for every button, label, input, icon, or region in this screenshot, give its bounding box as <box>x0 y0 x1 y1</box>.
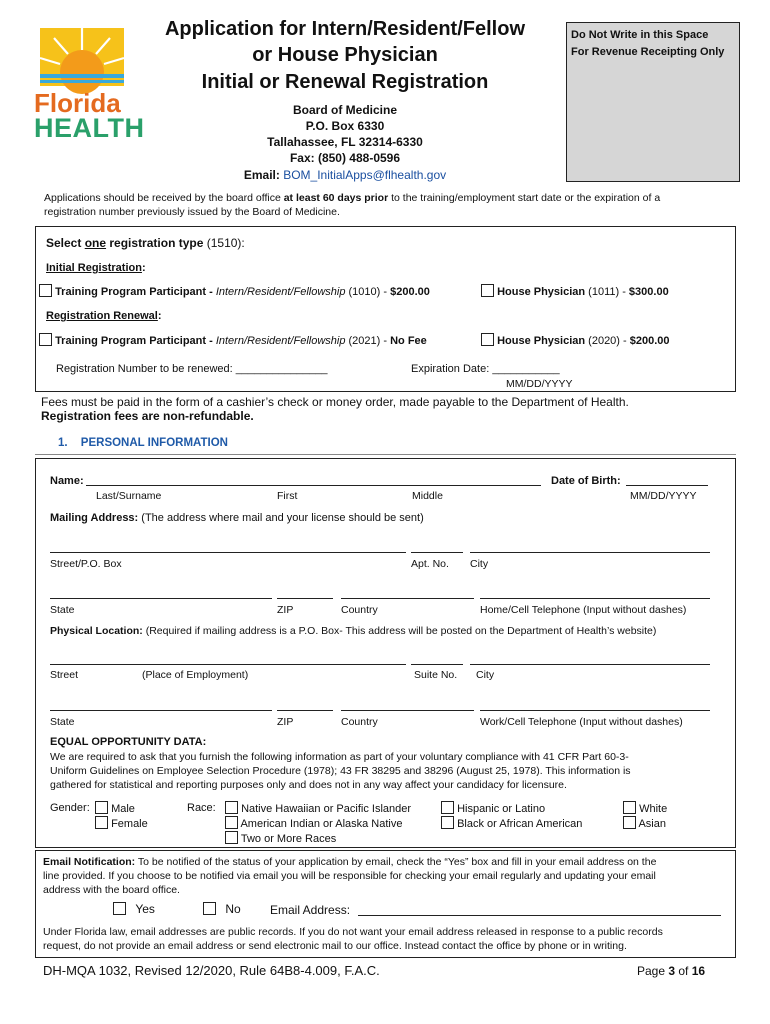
page-total: 16 <box>691 964 706 978</box>
city-caption: City <box>470 558 489 570</box>
logo-word-health: HEALTH <box>34 113 145 143</box>
street-caption: Street <box>50 669 79 681</box>
section-1-heading <box>58 437 228 449</box>
section-1-rule <box>35 454 736 455</box>
male-checkbox[interactable] <box>95 801 108 814</box>
option-house-initial[interactable] <box>481 284 669 298</box>
intro-part-1: Applications should be received by the board office <box>44 192 284 204</box>
place-caption: (Place of Employment) <box>142 669 249 681</box>
email-address-line[interactable] <box>358 915 721 916</box>
initial-heading-text: Initial Registration <box>46 262 142 274</box>
state-2-caption: State <box>50 716 75 728</box>
email-yes-checkbox[interactable] <box>113 902 126 915</box>
race-option-white[interactable] <box>623 801 667 815</box>
opt3-code: (2021) - <box>345 335 391 347</box>
title-line-2: or House Physician <box>252 44 438 66</box>
gender-label: Gender: <box>50 802 90 814</box>
state-caption: State <box>50 604 75 616</box>
email-no-option[interactable] <box>203 902 241 916</box>
country-caption: Country <box>341 604 378 616</box>
expiration-date-format: MM/DD/YYYY <box>506 378 573 390</box>
email-label: Email: <box>243 168 280 182</box>
race-option-hawaiian[interactable] <box>225 801 411 815</box>
intro-bold: at least 60 days prior <box>283 192 389 204</box>
physical-suite-line[interactable] <box>411 664 463 665</box>
email-notification-text <box>43 855 733 897</box>
race1-label: Native Hawaiian or Pacific Islander <box>241 803 412 815</box>
title-line-1: Application for Intern/Resident/Fellow <box>164 18 526 40</box>
country-2-caption: Country <box>341 716 378 728</box>
florida-health-logo <box>34 24 145 143</box>
asian-checkbox[interactable] <box>623 816 636 829</box>
street-po-caption: Street/P.O. Box <box>50 558 122 570</box>
race-option-asian[interactable] <box>623 816 666 830</box>
city-2-caption: City <box>476 669 495 681</box>
eeo-heading: EQUAL OPPORTUNITY DATA: <box>50 736 207 748</box>
race6-label: White <box>639 803 668 815</box>
option-training-initial[interactable] <box>39 284 430 298</box>
eeo-line-3: gathered for statistical and reporting purposes only and does not in any way affect your candidacy for licensure. <box>50 779 567 791</box>
email-notif-text-2: line provided. If you choose to be notified via email you will be responsible for checking your email regularly and updating your email <box>43 870 656 882</box>
registration-renewal-heading: Registration Renewal: <box>46 310 162 322</box>
board-email-link[interactable]: BOM_InitialApps@flhealth.gov <box>283 168 447 182</box>
select-one: one <box>84 236 107 250</box>
page-of: of <box>675 964 692 978</box>
email-law-line-2: request, do not provide an email address or send electronic mail to our office. Instead contact the office by phone or in writing. <box>43 940 627 952</box>
opt3-fee: No Fee <box>390 335 427 347</box>
section-1-number: 1. <box>58 437 68 449</box>
opt4-bold: House Physician <box>497 335 586 347</box>
opt1-ital: Intern/Resident/Fellowship <box>215 286 346 298</box>
select-registration-type <box>46 236 245 250</box>
email-notif-text-1: To be notified of the status of your application by email, check the “Yes” box and fill in your email address on the <box>135 856 657 868</box>
house-initial-checkbox[interactable] <box>481 284 494 297</box>
male-label: Male <box>111 803 135 815</box>
race-option-american-indian[interactable] <box>225 816 402 830</box>
race5-label: Black or African American <box>457 818 583 830</box>
section-1-title: PERSONAL INFORMATION <box>80 437 228 449</box>
board-name: Board of Medicine <box>292 103 397 117</box>
email-no-checkbox[interactable] <box>203 902 216 915</box>
american-indian-checkbox[interactable] <box>225 816 238 829</box>
opt1-code: (1010) - <box>345 286 391 298</box>
initial-registration-heading: Initial Registration: <box>46 262 146 274</box>
physical-location-heading <box>50 625 656 637</box>
gender-female-option[interactable] <box>95 816 148 830</box>
home-phone-caption: Home/Cell Telephone (Input without dashes) <box>480 604 687 616</box>
last-name-caption: Last/Surname <box>96 490 162 502</box>
race3-label: Two or More Races <box>240 833 337 845</box>
race4-label: Hispanic or Latino <box>457 803 546 815</box>
fees-line-1: Fees must be paid in the form of a cashier’s check or money order, made payable to the Department of Health. <box>41 395 629 409</box>
intro-line-2: registration number previously issued by the Board of Medicine. <box>44 206 340 218</box>
opt1-bold: Training Program Participant - <box>55 286 216 298</box>
white-checkbox[interactable] <box>623 801 636 814</box>
mailing-zip-line[interactable] <box>277 598 333 599</box>
name-input-line[interactable] <box>86 485 541 486</box>
title-line-3: Initial or Renewal Registration <box>201 71 489 93</box>
apt-caption: Apt. No. <box>411 558 449 570</box>
page-number <box>637 964 705 978</box>
fees-line-2: Registration fees are non-refundable. <box>41 409 254 423</box>
opt3-bold: Training Program Participant - <box>55 335 216 347</box>
board-email-line <box>140 166 550 184</box>
opt4-code: (2020) - <box>585 335 630 347</box>
middle-name-caption: Middle <box>412 490 443 502</box>
eeo-line-1: We are required to ask that you furnish the following information as part of your voluntary compliance with 41 CFR Part 60-3- <box>50 751 629 763</box>
option-training-renewal[interactable] <box>39 333 427 347</box>
form-number: DH-MQA 1032, Revised 12/2020, Rule 64B8-4.009, F.A.C. <box>43 963 380 978</box>
suite-caption: Suite No. <box>414 669 458 681</box>
mailing-street-line[interactable] <box>50 552 406 553</box>
training-initial-checkbox[interactable] <box>39 284 52 297</box>
opt3-ital: Intern/Resident/Fellowship <box>215 335 346 347</box>
logo-word-florida: Florida <box>34 88 121 118</box>
registration-number-field[interactable]: Registration Number to be renewed: _______________ <box>56 363 328 375</box>
eeo-line-2: Uniform Guidelines on Employee Selection Procedure (1978); 43 FR 38295 and 38296 (August 25, 1978). This information is <box>50 765 631 777</box>
page-label: Page <box>637 964 669 978</box>
opt2-bold: House Physician <box>497 286 586 298</box>
expiration-date-field[interactable]: Expiration Date: ___________ <box>411 363 560 375</box>
select-code: (1510): <box>206 236 245 250</box>
work-phone-line[interactable] <box>480 710 710 711</box>
mailing-note: (The address where mail and your license should be sent) <box>138 512 424 524</box>
revenue-box-line-2: For Revenue Receipting Only <box>571 46 725 58</box>
email-law-line-1: Under Florida law, email addresses are public records. If you do not want your email address released in response to a public records <box>43 926 663 938</box>
physical-state-line[interactable] <box>50 710 272 711</box>
race-option-black[interactable] <box>441 816 582 830</box>
first-name-caption: First <box>277 490 298 502</box>
board-city: Tallahassee, FL 32314-6330 <box>267 135 423 149</box>
intro-part-2: to the training/employment start date or the expiration of a <box>388 192 661 204</box>
race7-label: Asian <box>638 818 666 830</box>
email-law-text <box>43 925 733 953</box>
physical-city-line[interactable] <box>470 664 710 665</box>
mailing-city-line[interactable] <box>470 552 710 553</box>
board-fax: Fax: (850) 488-0596 <box>289 151 401 165</box>
home-phone-line[interactable] <box>480 598 710 599</box>
mailing-address-heading <box>50 512 424 524</box>
zip-caption: ZIP <box>277 604 294 616</box>
physical-note: (Required if mailing address is a P.O. Box- This address will be posted on the Department of Health’s website) <box>142 625 657 637</box>
email-yes-option[interactable] <box>113 902 155 916</box>
house-renewal-checkbox[interactable] <box>481 333 494 346</box>
race-option-hispanic[interactable] <box>441 801 545 815</box>
opt2-fee: $300.00 <box>628 286 669 298</box>
gender-male-option[interactable] <box>95 801 135 815</box>
black-checkbox[interactable] <box>441 816 454 829</box>
training-renewal-checkbox[interactable] <box>39 333 52 346</box>
female-checkbox[interactable] <box>95 816 108 829</box>
physical-label: Physical Location: <box>50 625 143 637</box>
email-yes-label: Yes <box>135 902 155 916</box>
option-house-renewal[interactable] <box>481 333 670 347</box>
page-current: 3 <box>668 964 676 978</box>
female-label: Female <box>111 818 148 830</box>
physical-country-line[interactable] <box>341 710 474 711</box>
dob-label: Date of Birth: <box>551 475 621 487</box>
revenue-box-line-1: Do Not Write in this Space <box>571 29 709 41</box>
work-phone-caption: Work/Cell Telephone (Input without dashes) <box>480 716 683 728</box>
physical-street-line[interactable] <box>50 664 406 665</box>
po-box: P.O. Box 6330 <box>305 119 385 133</box>
mailing-state-line[interactable] <box>50 598 272 599</box>
mailing-label: Mailing Address: <box>50 512 139 524</box>
two-or-more-checkbox[interactable] <box>225 831 238 844</box>
hawaiian-checkbox[interactable] <box>225 801 238 814</box>
sun-icon <box>34 24 130 94</box>
email-notif-label: Email Notification: <box>43 856 136 868</box>
renewal-heading-text: Registration Renewal <box>46 310 158 322</box>
mailing-apt-line[interactable] <box>411 552 463 553</box>
select-text-b: registration type <box>106 236 207 250</box>
revenue-box <box>566 22 740 182</box>
opt1-fee: $200.00 <box>390 286 430 298</box>
physical-zip-line[interactable] <box>277 710 333 711</box>
intro-text <box>44 191 734 219</box>
race-label: Race: <box>187 802 216 814</box>
eeo-text <box>50 750 720 792</box>
mailing-country-line[interactable] <box>341 598 474 599</box>
dob-caption: MM/DD/YYYY <box>630 490 697 502</box>
zip-2-caption: ZIP <box>277 716 294 728</box>
opt2-code: (1011) - <box>585 286 629 298</box>
name-label: Name: <box>50 475 84 487</box>
select-text-a: Select <box>46 236 85 250</box>
hispanic-checkbox[interactable] <box>441 801 454 814</box>
opt4-fee: $200.00 <box>629 335 670 347</box>
dob-input-line[interactable] <box>626 485 708 486</box>
email-address-label: Email Address: <box>270 903 351 917</box>
header-block <box>140 16 550 184</box>
race-option-two-or-more[interactable] <box>225 831 336 845</box>
race2-label: American Indian or Alaska Native <box>240 818 403 830</box>
email-no-label: No <box>225 902 241 916</box>
email-notif-text-3: address with the board office. <box>43 884 180 896</box>
